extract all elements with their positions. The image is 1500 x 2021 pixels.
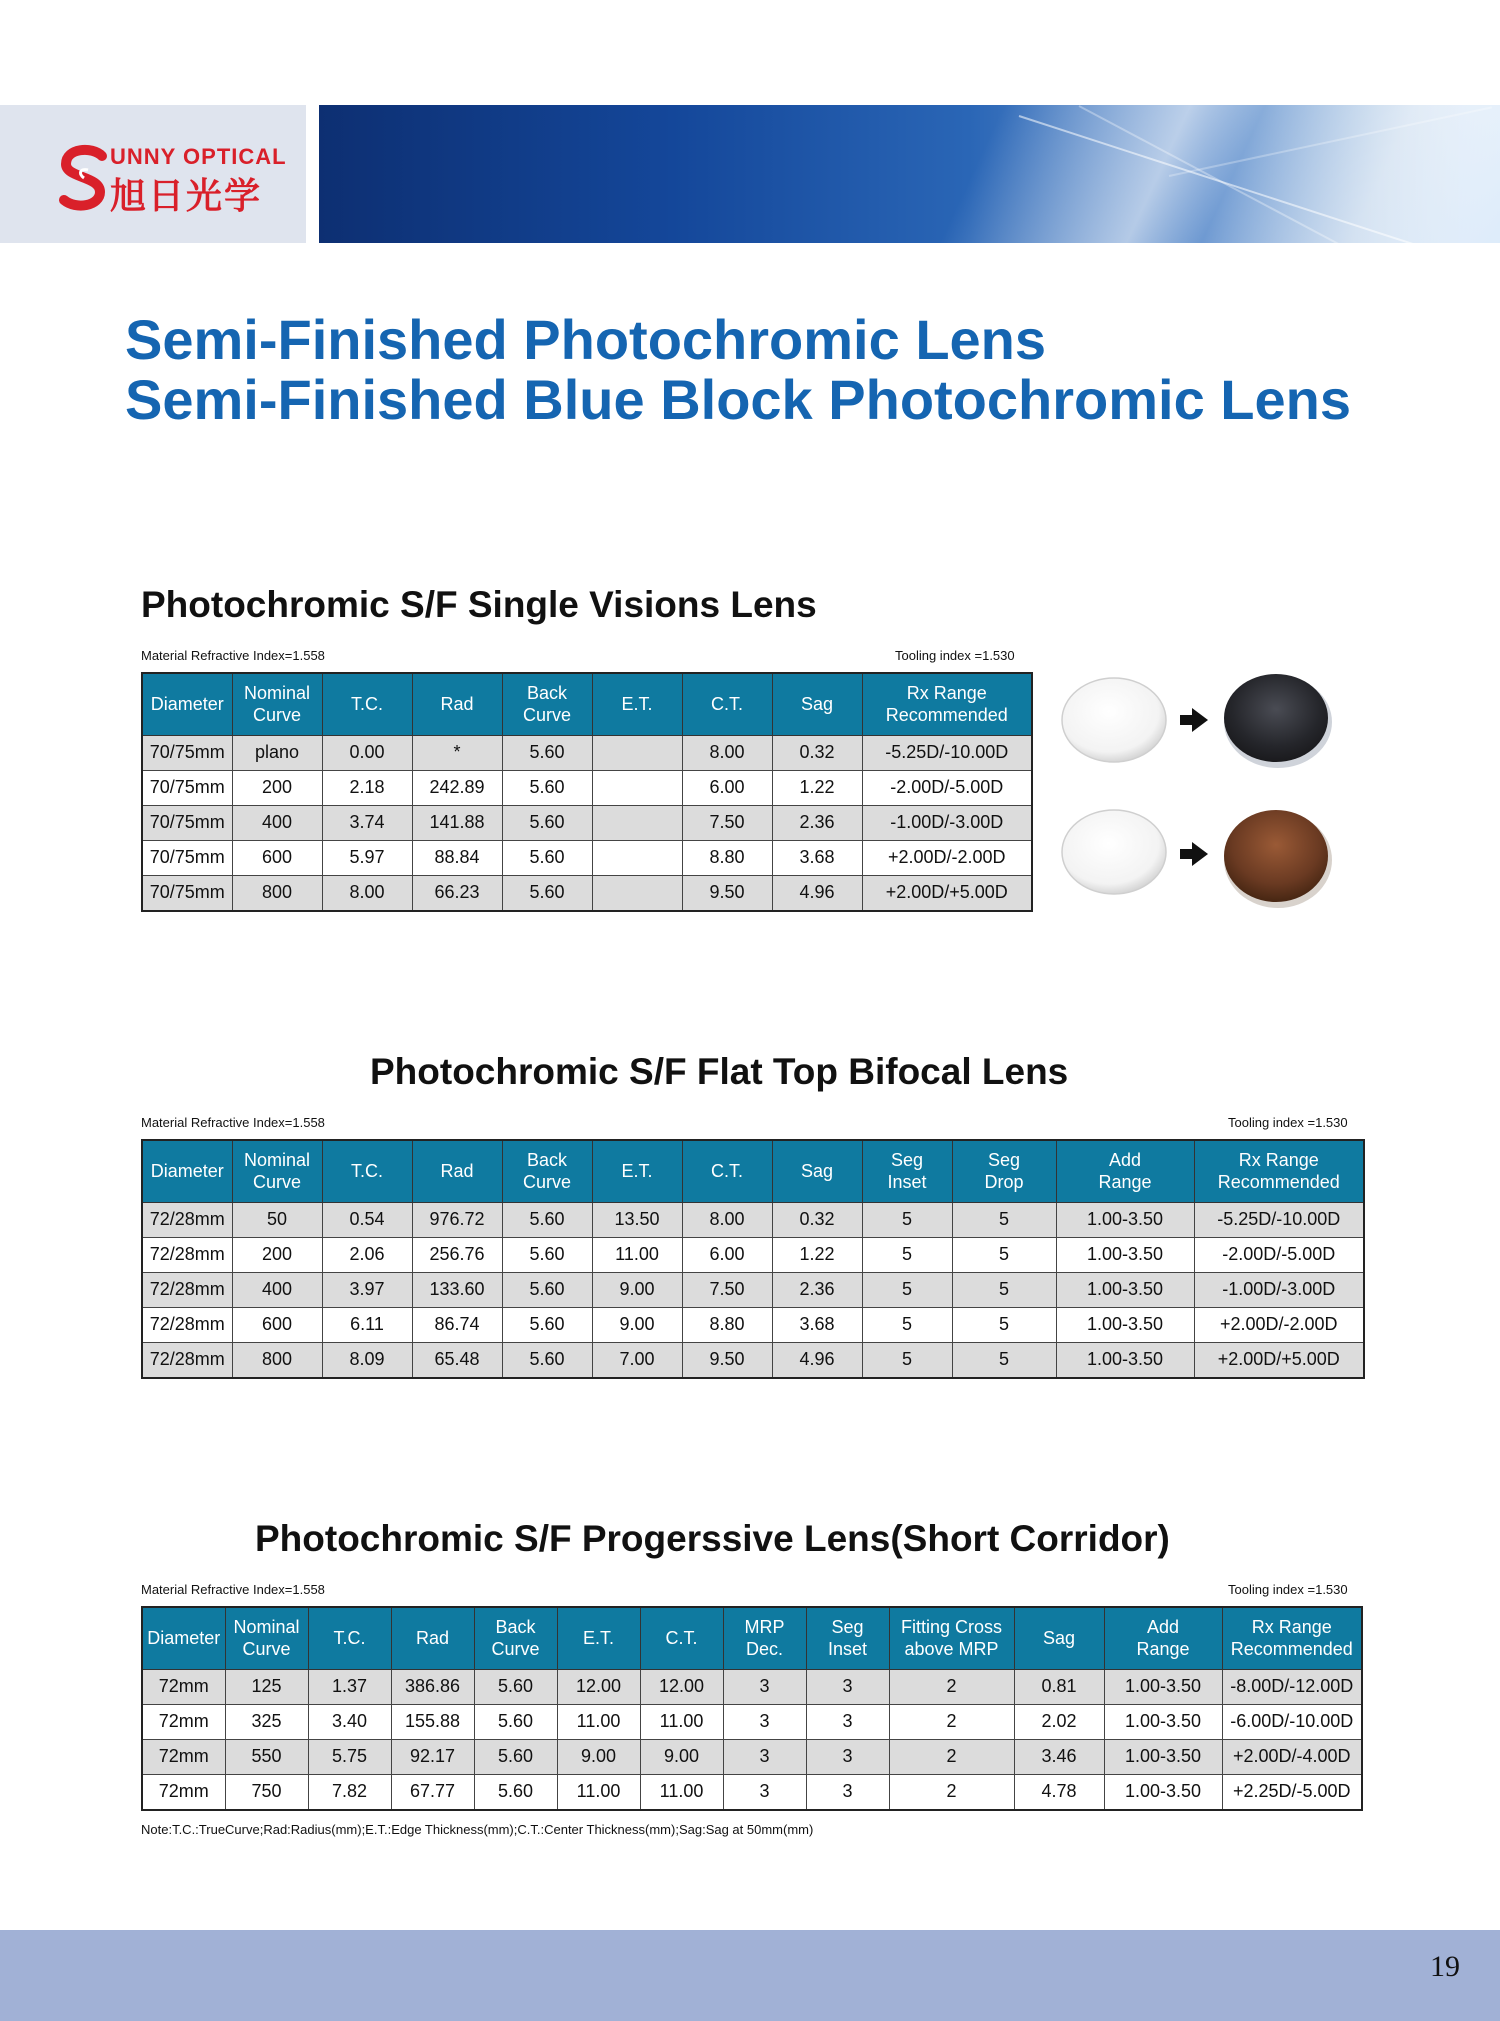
column-header-text: Add xyxy=(1108,1150,1142,1171)
column-header-text: E.T. xyxy=(621,694,653,715)
progressive-title: Photochromic S/F Progerssive Lens(Short Corridor) xyxy=(255,1518,1170,1559)
table-cell: 11.00 xyxy=(640,1704,723,1739)
table-cell xyxy=(592,770,682,805)
column-header xyxy=(772,1140,862,1202)
table-cell: 8.00 xyxy=(682,1202,772,1237)
table-cell: 1.00-3.50 xyxy=(1104,1739,1222,1774)
column-header xyxy=(474,1607,557,1669)
table-cell: 600 xyxy=(232,1307,322,1342)
column-header-text: Curve xyxy=(522,705,571,726)
table-cell: -5.25D/-10.00D xyxy=(1194,1202,1364,1237)
column-header xyxy=(322,673,412,735)
column-header-text: Diameter xyxy=(147,1628,221,1649)
column-header-text: Curve xyxy=(252,705,301,726)
clear-lens-1 xyxy=(1062,678,1166,762)
table-cell: -1.00D/-3.00D xyxy=(1194,1272,1364,1307)
table-cell: 70/75mm xyxy=(142,840,232,875)
table-cell: 72mm xyxy=(142,1774,225,1810)
table-row xyxy=(142,1342,1364,1378)
table-cell xyxy=(592,875,682,911)
table-cell: 8.80 xyxy=(682,1307,772,1342)
column-header-text: Curve xyxy=(242,1639,291,1660)
table-cell: -6.00D/-10.00D xyxy=(1222,1704,1362,1739)
logo-chinese: 旭日光学 xyxy=(110,176,263,217)
table-cell: -2.00D/-5.00D xyxy=(862,770,1032,805)
table-cell: 3 xyxy=(806,1774,889,1810)
progressive-table xyxy=(141,1606,1363,1811)
column-header xyxy=(502,1140,592,1202)
table-cell xyxy=(592,735,682,770)
table-cell: 1.00-3.50 xyxy=(1104,1774,1222,1810)
table-cell: 8.00 xyxy=(322,875,412,911)
column-header-text: Seg xyxy=(831,1617,864,1638)
column-header-text: Range xyxy=(1098,1172,1152,1193)
grey-lens xyxy=(1224,674,1332,768)
table-cell: 0.81 xyxy=(1014,1669,1104,1704)
column-header xyxy=(142,1140,232,1202)
table-cell: -2.00D/-5.00D xyxy=(1194,1237,1364,1272)
column-header xyxy=(502,673,592,735)
table-cell: 550 xyxy=(225,1739,308,1774)
column-header-text: Rx Range xyxy=(1238,1150,1319,1171)
table-cell: 3.46 xyxy=(1014,1739,1104,1774)
column-header-text: Back xyxy=(526,683,568,704)
progressive-material-index: Material Refractive Index=1.558 xyxy=(141,1582,325,1597)
column-header-text: Recommended xyxy=(1230,1639,1353,1660)
table-cell: 3 xyxy=(806,1669,889,1704)
table-cell: 0.00 xyxy=(322,735,412,770)
column-header-text: Back xyxy=(526,1150,568,1171)
title-line-2: Semi-Finished Blue Block Photochromic Lens xyxy=(125,368,1351,431)
table-cell: 1.00-3.50 xyxy=(1104,1669,1222,1704)
column-header-text: Diameter xyxy=(150,1161,224,1182)
table-cell: 6.00 xyxy=(682,1237,772,1272)
table-cell: 5.60 xyxy=(502,805,592,840)
table-cell: 0.32 xyxy=(772,735,862,770)
table-row xyxy=(142,840,1032,875)
column-header-text: Seg xyxy=(987,1150,1021,1171)
column-header xyxy=(772,673,862,735)
table-cell: 2 xyxy=(889,1704,1014,1739)
column-header xyxy=(1014,1607,1104,1669)
table-row xyxy=(142,1307,1364,1342)
table-cell: -5.25D/-10.00D xyxy=(862,735,1032,770)
column-header-text: Sag xyxy=(800,1161,834,1182)
table-cell: 9.00 xyxy=(592,1307,682,1342)
company-logo xyxy=(58,144,298,217)
table-row xyxy=(142,1774,1362,1810)
table-cell: 72mm xyxy=(142,1669,225,1704)
table-cell: 3 xyxy=(723,1704,806,1739)
title-line-1: Semi-Finished Photochromic Lens xyxy=(125,308,1047,371)
column-header-text: Rx Range xyxy=(906,683,987,704)
column-header xyxy=(682,673,772,735)
page-number: 19 xyxy=(1430,1950,1460,1983)
table-cell: 2.36 xyxy=(772,805,862,840)
table-cell: 1.00-3.50 xyxy=(1056,1272,1194,1307)
table-cell: 4.96 xyxy=(772,875,862,911)
table-cell: 5.75 xyxy=(308,1739,391,1774)
column-header-text: Nominal xyxy=(243,1150,311,1171)
column-header-text: Rad xyxy=(440,694,474,715)
column-header-text: Seg xyxy=(890,1150,924,1171)
table-cell: 7.50 xyxy=(682,1272,772,1307)
clear-lens-2 xyxy=(1062,810,1166,894)
column-header-text: C.T. xyxy=(710,694,743,715)
table-cell: 72/28mm xyxy=(142,1307,232,1342)
column-header xyxy=(640,1607,723,1669)
header-banner xyxy=(319,105,1500,243)
table-cell: 72/28mm xyxy=(142,1342,232,1378)
column-header-text: Rad xyxy=(440,1161,474,1182)
column-header-text: Curve xyxy=(491,1639,540,1660)
table-cell: 5 xyxy=(952,1272,1056,1307)
table-cell: 133.60 xyxy=(412,1272,502,1307)
table-cell: 5 xyxy=(952,1307,1056,1342)
table-cell: 800 xyxy=(232,875,322,911)
table-cell: 5.60 xyxy=(474,1739,557,1774)
table-cell: 9.00 xyxy=(557,1739,640,1774)
column-header-text: Curve xyxy=(522,1172,571,1193)
table-cell: 9.50 xyxy=(682,1342,772,1378)
table-cell: 2 xyxy=(889,1739,1014,1774)
table-cell: 200 xyxy=(232,770,322,805)
column-header xyxy=(592,673,682,735)
table-cell: 11.00 xyxy=(592,1237,682,1272)
table-cell: 9.00 xyxy=(640,1739,723,1774)
column-header-text: Diameter xyxy=(150,694,224,715)
column-header-text: Sag xyxy=(1042,1628,1076,1649)
table-cell: 141.88 xyxy=(412,805,502,840)
column-header xyxy=(682,1140,772,1202)
single-vision-table xyxy=(141,672,1033,912)
table-cell: 1.00-3.50 xyxy=(1056,1307,1194,1342)
page-title xyxy=(125,310,1351,430)
table-cell: 5.60 xyxy=(502,1202,592,1237)
column-header xyxy=(806,1607,889,1669)
table-cell: +2.00D/-2.00D xyxy=(1194,1307,1364,1342)
table-cell: 5 xyxy=(862,1202,952,1237)
bifocal-tooling-index: Tooling index =1.530 xyxy=(1228,1115,1348,1130)
column-header-text: C.T. xyxy=(665,1628,698,1649)
column-header-text: T.C. xyxy=(350,1161,383,1182)
column-header-text: MRP xyxy=(744,1617,785,1638)
table-cell xyxy=(592,840,682,875)
table-cell: 5.60 xyxy=(474,1704,557,1739)
table-cell: +2.00D/+5.00D xyxy=(862,875,1032,911)
column-header xyxy=(952,1140,1056,1202)
column-header xyxy=(1194,1140,1364,1202)
table-cell: 7.82 xyxy=(308,1774,391,1810)
table-cell: 66.23 xyxy=(412,875,502,911)
table-cell: 11.00 xyxy=(557,1704,640,1739)
table-cell: +2.00D/-2.00D xyxy=(862,840,1032,875)
column-header xyxy=(557,1607,640,1669)
table-row xyxy=(142,1237,1364,1272)
table-row xyxy=(142,1202,1364,1237)
sunny-s-icon xyxy=(58,144,110,214)
table-cell: 400 xyxy=(232,805,322,840)
table-cell: +2.00D/+5.00D xyxy=(1194,1342,1364,1378)
bifocal-table xyxy=(141,1139,1365,1379)
table-cell: 70/75mm xyxy=(142,770,232,805)
progressive-tooling-index: Tooling index =1.530 xyxy=(1228,1582,1348,1597)
lens-transition-illustration xyxy=(1060,672,1340,922)
table-cell: 11.00 xyxy=(557,1774,640,1810)
column-header xyxy=(1056,1140,1194,1202)
table-cell: +2.25D/-5.00D xyxy=(1222,1774,1362,1810)
column-header xyxy=(232,1140,322,1202)
column-header xyxy=(142,673,232,735)
column-header xyxy=(232,673,322,735)
table-cell: 5 xyxy=(952,1237,1056,1272)
table-cell: 5.97 xyxy=(322,840,412,875)
table-row xyxy=(142,1739,1362,1774)
table-cell: 2.06 xyxy=(322,1237,412,1272)
table-cell: 5.60 xyxy=(502,840,592,875)
table-cell: 1.00-3.50 xyxy=(1056,1342,1194,1378)
table-row xyxy=(142,1272,1364,1307)
column-header-text: Rx Range xyxy=(1251,1617,1332,1638)
table-cell xyxy=(592,805,682,840)
table-cell: 72/28mm xyxy=(142,1272,232,1307)
column-header-text: Dec. xyxy=(745,1639,783,1660)
table-cell: 70/75mm xyxy=(142,805,232,840)
table-cell: 13.50 xyxy=(592,1202,682,1237)
column-header xyxy=(142,1607,225,1669)
table-row xyxy=(142,1669,1362,1704)
table-cell: 5.60 xyxy=(502,735,592,770)
table-cell: 5 xyxy=(862,1342,952,1378)
table-cell: 3 xyxy=(723,1774,806,1810)
table-cell: 2.18 xyxy=(322,770,412,805)
column-header xyxy=(1104,1607,1222,1669)
column-header xyxy=(862,673,1032,735)
table-row xyxy=(142,1704,1362,1739)
table-cell: 3 xyxy=(723,1669,806,1704)
table-cell: 8.00 xyxy=(682,735,772,770)
table-cell: 5.60 xyxy=(474,1774,557,1810)
column-header xyxy=(322,1140,412,1202)
column-header-text: Drop xyxy=(984,1172,1024,1193)
table-cell: 7.00 xyxy=(592,1342,682,1378)
table-cell: 5 xyxy=(862,1237,952,1272)
arrow-right-icon-2 xyxy=(1180,842,1208,866)
table-cell: 5 xyxy=(862,1307,952,1342)
column-header-text: above MRP xyxy=(904,1639,999,1660)
table-cell: 67.77 xyxy=(391,1774,474,1810)
table-row xyxy=(142,805,1032,840)
column-header xyxy=(225,1607,308,1669)
table-cell: 12.00 xyxy=(557,1669,640,1704)
table-cell: 6.11 xyxy=(322,1307,412,1342)
table-cell: 242.89 xyxy=(412,770,502,805)
table-cell: 1.00-3.50 xyxy=(1056,1202,1194,1237)
table-cell: 9.50 xyxy=(682,875,772,911)
table-cell: 0.54 xyxy=(322,1202,412,1237)
table-cell: 5.60 xyxy=(474,1669,557,1704)
column-header-text: Recommended xyxy=(1217,1172,1340,1193)
table-cell: 5.60 xyxy=(502,1307,592,1342)
column-header-text: Inset xyxy=(887,1172,927,1193)
table-cell: 65.48 xyxy=(412,1342,502,1378)
table-cell: 1.00-3.50 xyxy=(1056,1237,1194,1272)
column-header-text: C.T. xyxy=(710,1161,743,1182)
table-cell: 125 xyxy=(225,1669,308,1704)
table-cell: 2.02 xyxy=(1014,1704,1104,1739)
table-cell: 6.00 xyxy=(682,770,772,805)
column-header-text: Sag xyxy=(800,694,834,715)
table-cell: 11.00 xyxy=(640,1774,723,1810)
column-header-text: E.T. xyxy=(621,1161,653,1182)
table-cell: 5.60 xyxy=(502,770,592,805)
column-header xyxy=(862,1140,952,1202)
table-cell: 72/28mm xyxy=(142,1237,232,1272)
table-cell: 3.97 xyxy=(322,1272,412,1307)
single-tooling-index: Tooling index =1.530 xyxy=(895,648,1015,663)
column-header-text: Rad xyxy=(415,1628,450,1649)
column-header xyxy=(391,1607,474,1669)
table-cell: 3.68 xyxy=(772,840,862,875)
column-header-text: Curve xyxy=(252,1172,301,1193)
table-cell: 4.78 xyxy=(1014,1774,1104,1810)
table-cell: 86.74 xyxy=(412,1307,502,1342)
table-cell: 70/75mm xyxy=(142,735,232,770)
table-row xyxy=(142,875,1032,911)
table-cell: 50 xyxy=(232,1202,322,1237)
column-header-text: Nominal xyxy=(243,683,311,704)
bifocal-material-index: Material Refractive Index=1.558 xyxy=(141,1115,325,1130)
table-cell: 750 xyxy=(225,1774,308,1810)
table-cell: 5.60 xyxy=(502,1342,592,1378)
table-cell: plano xyxy=(232,735,322,770)
column-header-text: Range xyxy=(1136,1639,1190,1660)
single-vision-title: Photochromic S/F Single Visions Lens xyxy=(141,584,817,625)
table-cell: 976.72 xyxy=(412,1202,502,1237)
column-header xyxy=(1222,1607,1362,1669)
table-cell: 800 xyxy=(232,1342,322,1378)
table-cell: 12.00 xyxy=(640,1669,723,1704)
table-row xyxy=(142,735,1032,770)
table-cell: 3.68 xyxy=(772,1307,862,1342)
table-cell: 5.60 xyxy=(502,1272,592,1307)
table-cell: 72mm xyxy=(142,1739,225,1774)
single-material-index: Material Refractive Index=1.558 xyxy=(141,648,325,663)
table-cell: +2.00D/-4.00D xyxy=(1222,1739,1362,1774)
table-cell: 92.17 xyxy=(391,1739,474,1774)
table-cell: 8.09 xyxy=(322,1342,412,1378)
footnote: Note:T.C.:TrueCurve;Rad:Radius(mm);E.T.:Edge Thickness(mm);C.T.:Center Thickness(mm);Sag:Sag at 50mm(mm) xyxy=(141,1822,814,1837)
table-cell: 1.22 xyxy=(772,770,862,805)
column-header-text: Back xyxy=(495,1617,536,1638)
logo-english: UNNY OPTICAL xyxy=(110,144,287,169)
table-cell: 8.80 xyxy=(682,840,772,875)
table-cell: 3 xyxy=(723,1739,806,1774)
table-cell: 3 xyxy=(806,1739,889,1774)
table-cell: 3.40 xyxy=(308,1704,391,1739)
column-header-text: Recommended xyxy=(885,705,1008,726)
column-header-text: T.C. xyxy=(333,1628,366,1649)
column-header xyxy=(889,1607,1014,1669)
bifocal-title: Photochromic S/F Flat Top Bifocal Lens xyxy=(370,1051,1069,1092)
column-header xyxy=(412,1140,502,1202)
table-cell: 1.22 xyxy=(772,1237,862,1272)
table-cell: 3 xyxy=(806,1704,889,1739)
table-cell: 155.88 xyxy=(391,1704,474,1739)
table-cell: -8.00D/-12.00D xyxy=(1222,1669,1362,1704)
table-cell: 72/28mm xyxy=(142,1202,232,1237)
table-cell: 200 xyxy=(232,1237,322,1272)
table-cell: -1.00D/-3.00D xyxy=(862,805,1032,840)
table-cell: 7.50 xyxy=(682,805,772,840)
table-cell: 9.00 xyxy=(592,1272,682,1307)
table-cell: 2.36 xyxy=(772,1272,862,1307)
table-cell: 325 xyxy=(225,1704,308,1739)
footer-band xyxy=(0,1930,1500,2021)
table-cell: 88.84 xyxy=(412,840,502,875)
column-header-text: Inset xyxy=(827,1639,868,1660)
table-cell: 386.86 xyxy=(391,1669,474,1704)
table-cell: 5 xyxy=(952,1342,1056,1378)
table-cell: 72mm xyxy=(142,1704,225,1739)
table-cell: 70/75mm xyxy=(142,875,232,911)
table-cell: 1.37 xyxy=(308,1669,391,1704)
column-header xyxy=(592,1140,682,1202)
column-header xyxy=(308,1607,391,1669)
table-cell: 0.32 xyxy=(772,1202,862,1237)
column-header xyxy=(412,673,502,735)
table-cell: 5 xyxy=(952,1202,1056,1237)
arrow-right-icon-1 xyxy=(1180,708,1208,732)
table-cell: 400 xyxy=(232,1272,322,1307)
column-header-text: Nominal xyxy=(233,1617,300,1638)
table-cell: 3.74 xyxy=(322,805,412,840)
table-cell: 5.60 xyxy=(502,1237,592,1272)
table-cell: 2 xyxy=(889,1669,1014,1704)
table-cell: * xyxy=(412,735,502,770)
table-cell: 1.00-3.50 xyxy=(1104,1704,1222,1739)
table-cell: 4.96 xyxy=(772,1342,862,1378)
table-cell: 2 xyxy=(889,1774,1014,1810)
brown-lens xyxy=(1224,810,1332,908)
column-header xyxy=(723,1607,806,1669)
column-header-text: Add xyxy=(1146,1617,1180,1638)
table-cell: 256.76 xyxy=(412,1237,502,1272)
table-row xyxy=(142,770,1032,805)
column-header-text: Fitting Cross xyxy=(900,1617,1003,1638)
table-cell: 5 xyxy=(862,1272,952,1307)
table-cell: 5.60 xyxy=(502,875,592,911)
column-header-text: E.T. xyxy=(582,1628,614,1649)
table-cell: 600 xyxy=(232,840,322,875)
column-header-text: T.C. xyxy=(350,694,383,715)
